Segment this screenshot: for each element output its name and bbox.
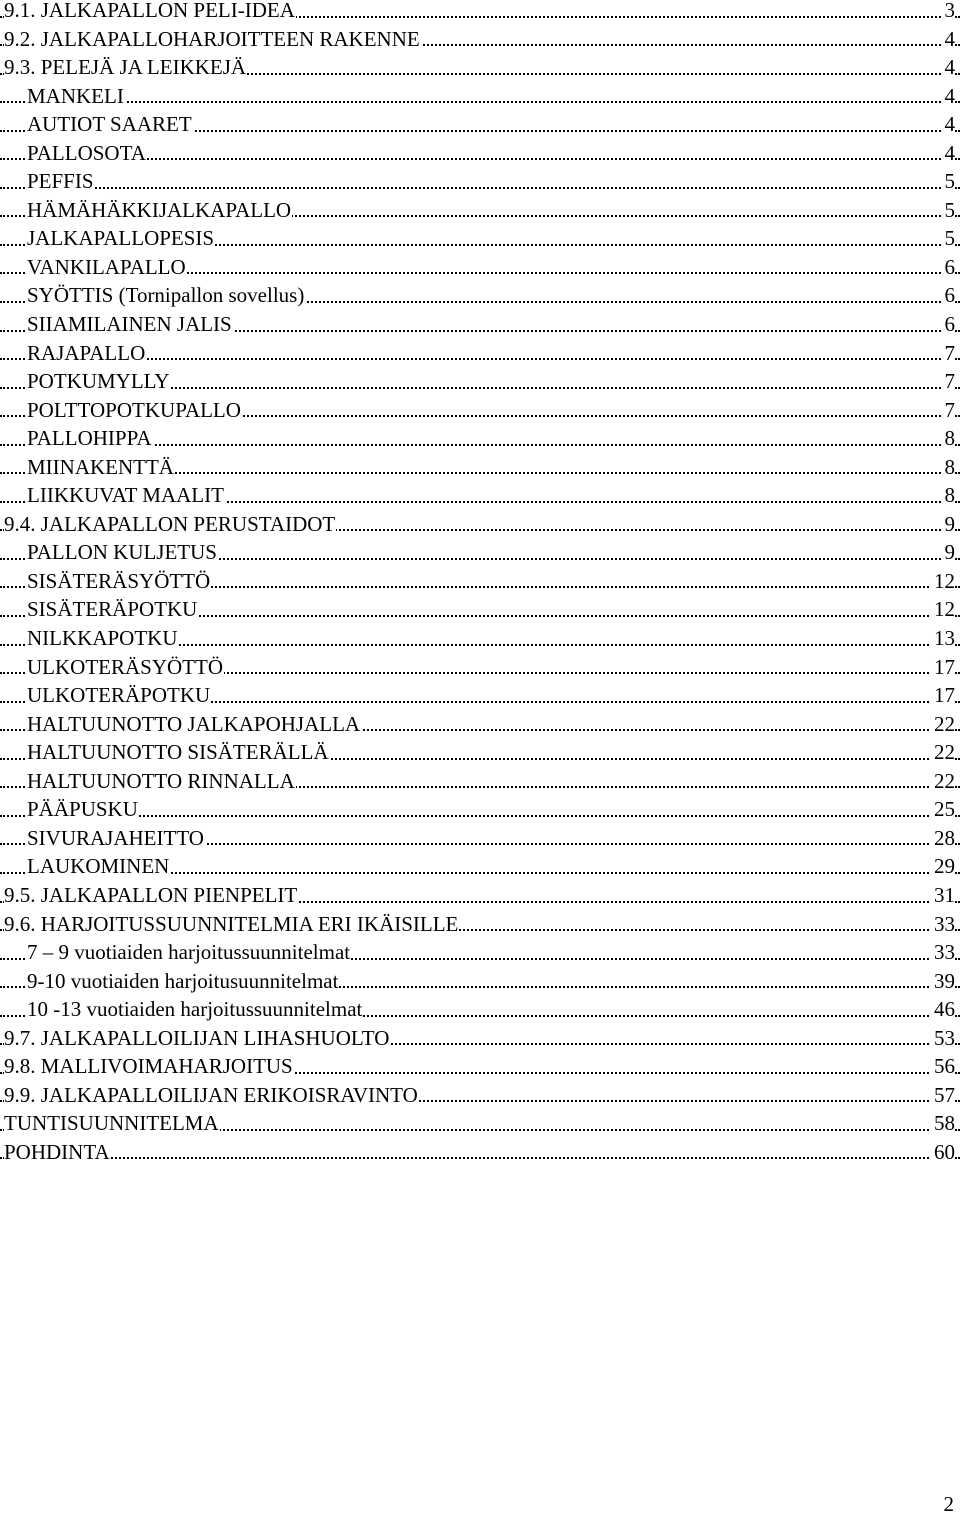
toc-entry[interactable] bbox=[0, 139, 960, 168]
toc-entry-page-number: 3 bbox=[942, 0, 956, 25]
toc-entry[interactable] bbox=[0, 738, 960, 767]
toc-entry-title: HALTUUNOTTO SISÄTERÄLLÄ bbox=[27, 740, 329, 765]
toc-entry-page-number: 39 bbox=[931, 967, 955, 996]
toc-entry[interactable] bbox=[0, 25, 960, 54]
toc-entry[interactable] bbox=[0, 481, 960, 510]
toc-entry[interactable] bbox=[0, 396, 960, 425]
toc-entry[interactable] bbox=[0, 281, 960, 310]
toc-entry-title: POHDINTA bbox=[4, 1139, 110, 1164]
toc-entry[interactable] bbox=[0, 852, 960, 881]
toc-entry-page-number: 22 bbox=[931, 710, 955, 739]
toc-entry-title: HALTUUNOTTO RINNALLA bbox=[27, 768, 295, 793]
toc-entry-page-number: 8 bbox=[942, 481, 956, 510]
toc-entry-page-number: 29 bbox=[931, 852, 955, 881]
toc-entry[interactable] bbox=[0, 253, 960, 282]
toc-entry-page-number: 6 bbox=[942, 253, 956, 282]
dot-leader bbox=[0, 187, 960, 189]
toc-entry-title: 9.9. JALKAPALLOILIJAN ERIKOISRAVINTO bbox=[4, 1082, 418, 1107]
toc-entry-title: PALLOSOTA bbox=[27, 140, 146, 165]
toc-entry-page-number: 33 bbox=[931, 938, 955, 967]
toc-entry[interactable] bbox=[0, 624, 960, 653]
toc-entry[interactable] bbox=[0, 510, 960, 539]
toc-entry[interactable] bbox=[0, 1052, 960, 1081]
toc-entry-title: PÄÄPUSKU bbox=[27, 797, 138, 822]
toc-entry-page-number: 4 bbox=[942, 82, 956, 111]
toc-entry-page-number: 13 bbox=[931, 624, 955, 653]
toc-entry-title: 9.4. JALKAPALLON PERUSTAIDOT bbox=[4, 511, 336, 536]
toc-entry-page-number: 8 bbox=[942, 424, 956, 453]
toc-entry-title: LIIKKUVAT MAALIT bbox=[27, 483, 224, 508]
toc-entry-page-number: 7 bbox=[942, 396, 956, 425]
toc-entry-title: TUNTISUUNNITELMA bbox=[4, 1111, 219, 1136]
toc-entry-page-number: 60 bbox=[931, 1138, 955, 1167]
toc-entry-page-number: 6 bbox=[942, 281, 956, 310]
toc-entry-page-number: 5 bbox=[942, 196, 956, 225]
toc-entry-title: RAJAPALLO bbox=[27, 340, 146, 365]
toc-entry-page-number: 33 bbox=[931, 910, 955, 939]
toc-entry-page-number: 12 bbox=[931, 567, 955, 596]
toc-entry-page-number: 4 bbox=[942, 53, 956, 82]
toc-entry-page-number: 4 bbox=[942, 110, 956, 139]
toc-entry-title: AUTIOT SAARET bbox=[27, 112, 192, 137]
toc-entry-page-number: 6 bbox=[942, 310, 956, 339]
toc-entry-page-number: 4 bbox=[942, 25, 956, 54]
toc-entry[interactable] bbox=[0, 224, 960, 253]
toc-entry-page-number: 4 bbox=[942, 139, 956, 168]
toc-entry-page-number: 17 bbox=[931, 653, 955, 682]
toc-entry-page-number: 28 bbox=[931, 824, 955, 853]
page-number: 2 bbox=[943, 1492, 954, 1516]
toc-entry-page-number: 22 bbox=[931, 767, 955, 796]
toc-entry-title: HALTUUNOTTO JALKAPOHJALLA bbox=[27, 711, 361, 736]
toc-entry[interactable] bbox=[0, 1024, 960, 1053]
toc-entry-page-number: 7 bbox=[942, 367, 956, 396]
toc-entry-title: 9.5. JALKAPALLON PIENPELIT bbox=[4, 882, 298, 907]
toc-entry-title: POTKUMYLLY bbox=[27, 369, 170, 394]
toc-entry[interactable] bbox=[0, 595, 960, 624]
toc-entry-title: 9.7. JALKAPALLOILIJAN LIHASHUOLTO bbox=[4, 1025, 390, 1050]
toc-entry-title: SISÄTERÄPOTKU bbox=[27, 597, 198, 622]
toc-entry[interactable] bbox=[0, 196, 960, 225]
toc-entry-page-number: 58 bbox=[931, 1109, 955, 1138]
toc-entry-page-number: 22 bbox=[931, 738, 955, 767]
toc-entry[interactable] bbox=[0, 424, 960, 453]
toc-entry[interactable] bbox=[0, 339, 960, 368]
toc-entry[interactable] bbox=[0, 310, 960, 339]
toc-entry[interactable] bbox=[0, 82, 960, 111]
toc-entry[interactable] bbox=[0, 995, 960, 1024]
toc-entry-title: 9-10 vuotiaiden harjoitusuunnitelmat bbox=[27, 968, 339, 993]
toc-entry-title: SYÖTTIS (Tornipallon sovellus) bbox=[27, 283, 305, 308]
toc-entry-title: 7 – 9 vuotiaiden harjoitussuunnitelmat bbox=[27, 940, 351, 965]
toc-entry-page-number: 9 bbox=[942, 510, 956, 539]
toc-entry-page-number: 46 bbox=[931, 995, 955, 1024]
toc-entry[interactable] bbox=[0, 538, 960, 567]
toc-entry-page-number: 53 bbox=[931, 1024, 955, 1053]
toc-entry[interactable] bbox=[0, 710, 960, 739]
toc-entry[interactable] bbox=[0, 453, 960, 482]
toc-entry-page-number: 7 bbox=[942, 339, 956, 368]
toc-entry-title: 9.3. PELEJÄ JA LEIKKEJÄ bbox=[4, 55, 247, 80]
toc-entry[interactable] bbox=[0, 938, 960, 967]
toc-entry-title: ULKOTERÄSYÖTTÖ bbox=[27, 654, 223, 679]
toc-entry-page-number: 12 bbox=[931, 595, 955, 624]
toc-entry[interactable] bbox=[0, 967, 960, 996]
toc-entry[interactable] bbox=[0, 167, 960, 196]
toc-entry-title: 10 -13 vuotiaiden harjoitussuunnitelmat bbox=[27, 997, 363, 1022]
toc-entry[interactable] bbox=[0, 1081, 960, 1110]
toc-entry[interactable] bbox=[0, 767, 960, 796]
toc-entry-title: POLTTOPOTKUPALLO bbox=[27, 397, 241, 422]
toc-entry[interactable] bbox=[0, 653, 960, 682]
toc-entry-title: SIVURAJAHEITTO bbox=[27, 825, 204, 850]
toc-entry-title: PEFFIS bbox=[27, 169, 94, 194]
toc-entry-title: NILKKAPOTKU bbox=[27, 626, 178, 651]
toc-entry-page-number: 5 bbox=[942, 224, 956, 253]
toc-entry-title: LAUKOMINEN bbox=[27, 854, 170, 879]
toc-entry-title: 9.1. JALKAPALLON PELI-IDEA bbox=[4, 0, 295, 22]
toc-entry-title: PALLON KULJETUS bbox=[27, 540, 217, 565]
toc-entry-title: 9.2. JALKAPALLOHARJOITTEEN RAKENNE bbox=[4, 26, 420, 51]
toc-entry-page-number: 8 bbox=[942, 453, 956, 482]
toc-entry[interactable] bbox=[0, 910, 960, 939]
toc-entry[interactable] bbox=[0, 881, 960, 910]
toc-entry[interactable] bbox=[0, 681, 960, 710]
toc-entry-title: VANKILAPALLO bbox=[27, 254, 186, 279]
toc-entry[interactable] bbox=[0, 367, 960, 396]
toc-entry-title: MANKELI bbox=[27, 83, 124, 108]
toc-entry-page-number: 31 bbox=[931, 881, 955, 910]
toc-entry-page-number: 56 bbox=[931, 1052, 955, 1081]
dot-leader bbox=[0, 815, 960, 817]
toc-entry-page-number: 9 bbox=[942, 538, 956, 567]
toc-entry-title: 9.8. MALLIVOIMAHARJOITUS bbox=[4, 1054, 293, 1079]
toc-entry[interactable] bbox=[0, 110, 960, 139]
toc-entry-page-number: 5 bbox=[942, 167, 956, 196]
toc-entry-page-number: 57 bbox=[931, 1081, 955, 1110]
toc-entry-title: SIIAMILAINEN JALIS bbox=[27, 312, 232, 337]
toc-entry-title: ULKOTERÄPOTKU bbox=[27, 683, 211, 708]
toc-entry[interactable] bbox=[0, 795, 960, 824]
toc-entry-title: MIINAKENTTÄ bbox=[27, 454, 174, 479]
toc-entry[interactable] bbox=[0, 567, 960, 596]
toc-entry-page-number: 25 bbox=[931, 795, 955, 824]
toc-entry[interactable] bbox=[0, 1138, 960, 1167]
toc-entry-page-number: 17 bbox=[931, 681, 955, 710]
dot-leader bbox=[0, 1157, 960, 1159]
toc-entry[interactable] bbox=[0, 0, 960, 25]
toc-entry[interactable] bbox=[0, 824, 960, 853]
toc-entry-title: SISÄTERÄSYÖTTÖ bbox=[27, 568, 211, 593]
toc-entry[interactable] bbox=[0, 53, 960, 82]
toc-entry-title: JALKAPALLOPESIS bbox=[27, 226, 215, 251]
toc-entry[interactable] bbox=[0, 1109, 960, 1138]
toc-entry-title: HÄMÄHÄKKIJALKAPALLO bbox=[27, 197, 292, 222]
toc-entry-title: PALLOHIPPA bbox=[27, 426, 152, 451]
toc-entry-title: 9.6. HARJOITUSSUUNNITELMIA ERI IKÄISILLE bbox=[4, 911, 459, 936]
dot-leader bbox=[0, 101, 960, 103]
